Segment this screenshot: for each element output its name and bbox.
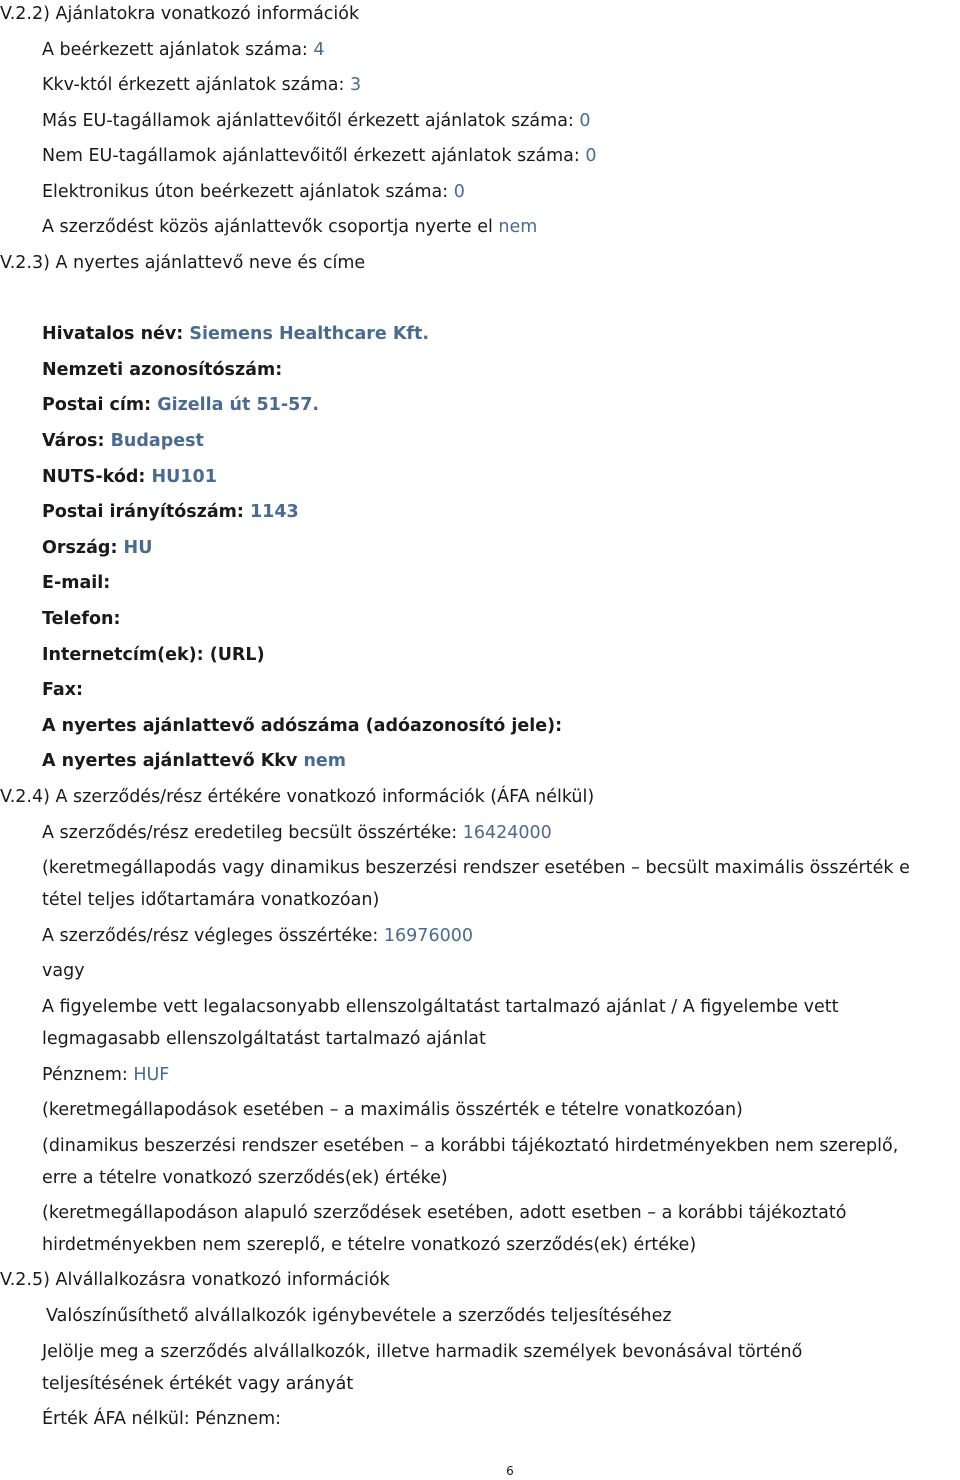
- indicate-line-2: teljesítésének értékét vagy arányát: [42, 1374, 354, 1394]
- sme-offers-value: 3: [349, 75, 362, 95]
- received-offers-row: [42, 39, 325, 61]
- section-heading-v23: V.2.3) A nyertes ajánlattevő neve és címe: [0, 253, 366, 273]
- likely-subcontracting-text: Valószínűsíthető alvállalkozók igénybevétele a szerződés teljesítéséhez: [46, 1306, 672, 1326]
- eu-offers-label: Más EU-tagállamok ajánlattevőitől érkezett ajánlatok száma:: [42, 111, 580, 131]
- final-value-label: A szerződés/rész végleges összértéke:: [42, 926, 384, 946]
- url-label: Internetcím(ek): (URL): [42, 645, 265, 665]
- dps-note-line-2: erre a tételre vonatkozó szerződés(ek) értéke): [42, 1168, 448, 1188]
- currency-row: [42, 1064, 169, 1086]
- postcode-value: 1143: [249, 502, 299, 522]
- winner-sme-row: [42, 750, 346, 772]
- or-text: vagy: [42, 961, 85, 981]
- country-row: [42, 537, 152, 559]
- framework-note-line-2: tétel teljes időtartamára vonatkozóan): [42, 890, 380, 910]
- electronic-offers-label: Elektronikus úton beérkezett ajánlatok száma:: [42, 182, 454, 202]
- dps-note-line-1: (dinamikus beszerzési rendszer esetében – a korábbi tájékoztató hirdetményekben nem szereplő,: [42, 1136, 899, 1156]
- section-heading-v24: V.2.4) A szerződés/rész értékére vonatkozó információk (ÁFA nélkül): [0, 787, 595, 807]
- framework-max-note: (keretmegállapodások esetében – a maximális összérték e tételre vonatkozóan): [42, 1100, 743, 1120]
- city-row: [42, 430, 204, 452]
- final-value-row: [42, 925, 473, 947]
- nuts-row: [42, 466, 217, 488]
- nuts-value: HU101: [151, 467, 217, 487]
- eu-offers-row: [42, 110, 591, 132]
- section-heading-v25: V.2.5) Alvállalkozásra vonatkozó információk: [0, 1270, 390, 1290]
- postal-address-label: Postai cím:: [42, 395, 158, 415]
- sme-offers-row: [42, 74, 361, 96]
- estimated-value-row: [42, 822, 552, 844]
- official-name-value: Siemens Healthcare Kft.: [189, 324, 430, 344]
- email-label: E-mail:: [42, 573, 111, 593]
- fax-label: Fax:: [42, 680, 84, 700]
- country-value: HU: [123, 538, 153, 558]
- section-heading-v22: V.2.2) Ajánlatokra vonatkozó információk: [0, 4, 360, 24]
- sme-offers-label: Kkv-któl érkezett ajánlatok száma:: [42, 75, 350, 95]
- nuts-label: NUTS-kód:: [42, 467, 152, 487]
- postcode-label: Postai irányítószám:: [42, 502, 250, 522]
- joint-group-label: A szerződést közös ajánlattevők csoportja nyerte el: [42, 217, 499, 237]
- city-label: Város:: [42, 431, 111, 451]
- indicate-line-1: Jelölje meg a szerződés alvállalkozók, illetve harmadik személyek bevonásával történő: [42, 1342, 803, 1362]
- framework-contract-note-line-2: hirdetményekben nem szereplő, e tételre vonatkozó szerződés(ek) értéke): [42, 1235, 697, 1255]
- country-label: Ország:: [42, 538, 124, 558]
- estimated-value-value: 16424000: [462, 823, 552, 843]
- winner-sme-value: nem: [303, 751, 347, 771]
- electronic-offers-value: 0: [453, 182, 465, 202]
- received-offers-label: A beérkezett ajánlatok száma:: [42, 40, 314, 60]
- framework-contract-note-line-1: (keretmegállapodáson alapuló szerződések esetében, adott esetben – a korábbi tájékoztató: [42, 1203, 847, 1223]
- tax-number-label: A nyertes ajánlattevő adószáma (adóazonosító jele):: [42, 716, 563, 736]
- estimated-value-label: A szerződés/rész eredetileg becsült összértéke:: [42, 823, 463, 843]
- currency-value: HUF: [133, 1065, 170, 1085]
- page-number: 6: [506, 1464, 514, 1478]
- offer-note-line-2: legmagasabb ellenszolgáltatást tartalmazó ajánlat: [42, 1029, 486, 1049]
- postal-address-row: [42, 394, 319, 416]
- offer-note-line-1: A figyelembe vett legalacsonyabb ellenszolgáltatást tartalmazó ajánlat / A figyelembe vett: [42, 997, 839, 1017]
- received-offers-value: 4: [313, 40, 325, 60]
- noneu-offers-row: [42, 145, 597, 167]
- framework-note-line-1: (keretmegállapodás vagy dinamikus beszerzési rendszer esetében – becsült maximális összérték e: [42, 858, 910, 878]
- postal-address-value: Gizella út 51-57.: [157, 395, 320, 415]
- currency-label: Pénznem:: [42, 1065, 134, 1085]
- joint-group-value: nem: [498, 217, 538, 237]
- value-currency-label: Érték ÁFA nélkül: Pénznem:: [42, 1409, 282, 1429]
- electronic-offers-row: [42, 181, 465, 203]
- postcode-row: [42, 501, 299, 523]
- official-name-row: [42, 323, 429, 345]
- joint-group-row: [42, 216, 537, 238]
- national-id-label: Nemzeti azonosítószám:: [42, 360, 283, 380]
- noneu-offers-value: 0: [585, 146, 597, 166]
- final-value-value: 16976000: [383, 926, 473, 946]
- noneu-offers-label: Nem EU-tagállamok ajánlattevőitől érkezett ajánlatok száma:: [42, 146, 586, 166]
- phone-label: Telefon:: [42, 609, 121, 629]
- city-value: Budapest: [110, 431, 204, 451]
- eu-offers-value: 0: [579, 111, 591, 131]
- official-name-label: Hivatalos név:: [42, 324, 190, 344]
- winner-sme-label: A nyertes ajánlattevő Kkv: [42, 751, 304, 771]
